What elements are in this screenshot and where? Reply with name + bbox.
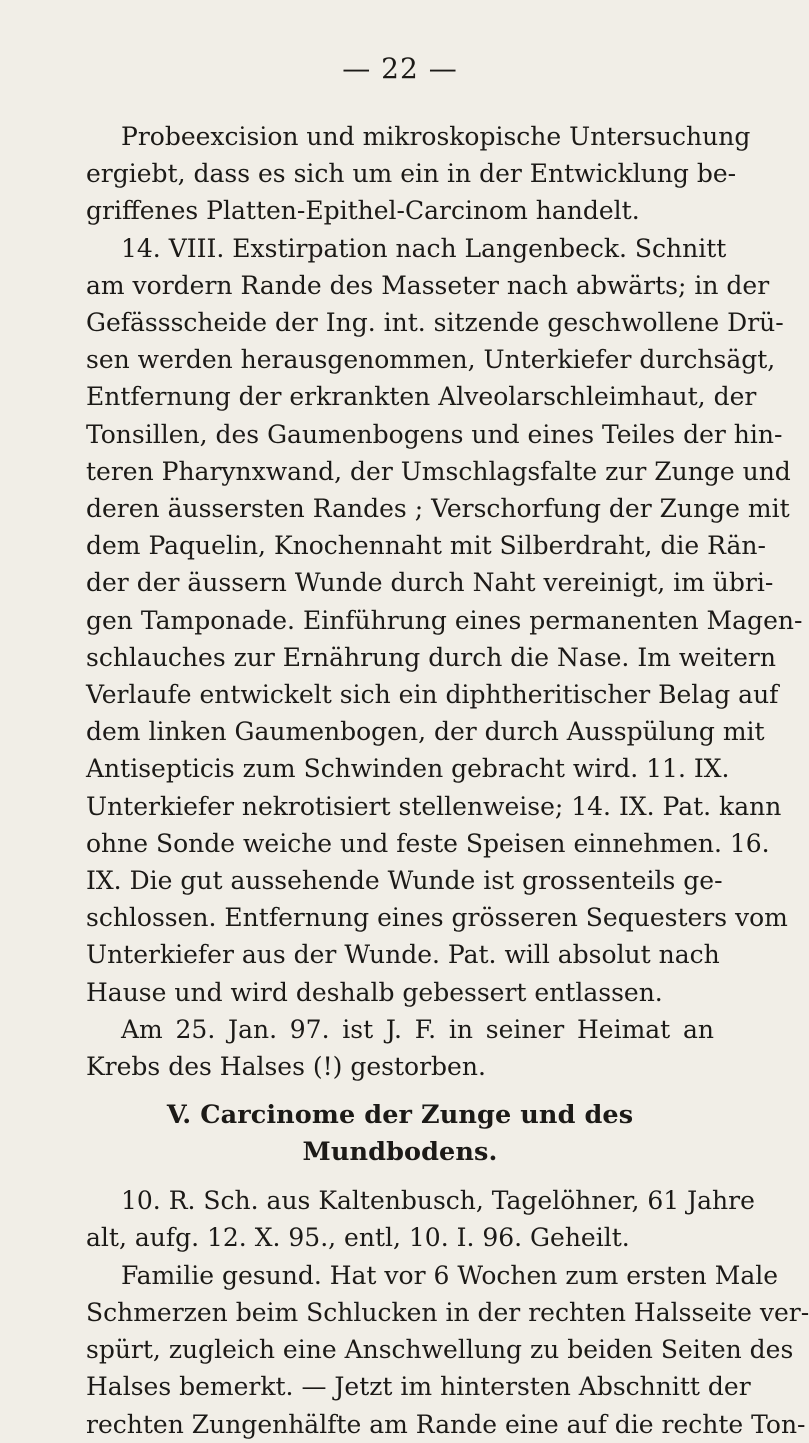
text-line: rechten Zungenhälfte am Rande eine auf die rechte Ton- bbox=[86, 1409, 806, 1439]
text-line: der der äussern Wunde durch Naht vereinigt, im übri- bbox=[86, 568, 774, 598]
text-line: ergiebt, dass es sich um ein in der Entwicklung be- bbox=[86, 159, 737, 189]
text-line: 10. R. Sch. aus Kaltenbusch, Tagelöhner, 61 Jahre bbox=[121, 1186, 755, 1216]
paragraph-case-header bbox=[86, 1182, 755, 1256]
paragraph-exstirpation bbox=[86, 230, 803, 1011]
text-line: Unterkiefer aus der Wunde. Pat. will absolut nach bbox=[86, 940, 720, 970]
paragraph-case-history bbox=[86, 1257, 809, 1443]
text-line: Probeexcision und mikroskopische Untersuchung bbox=[121, 122, 751, 151]
text-line: alt, aufg. 12. X. 95., entl, 10. I. 96. Geheilt. bbox=[86, 1223, 630, 1253]
paragraph-probeexcision bbox=[86, 118, 751, 230]
section-heading: V. Carcinome der Zunge und des Mundbodens. bbox=[166, 1100, 634, 1168]
text-line: Familie gesund. Hat vor 6 Wochen zum ersten Male bbox=[121, 1260, 779, 1290]
text-line: Hause und wird deshalb gebessert entlassen. bbox=[86, 977, 663, 1007]
text-line: Gefässscheide der Ing. int. sitzende geschwollene Drü- bbox=[86, 308, 784, 338]
text-line: teren Pharynxwand, der Umschlagsfalte zur Zunge und bbox=[86, 456, 791, 486]
text-line: spürt, zugleich eine Anschwellung zu beiden Seiten des bbox=[86, 1335, 794, 1365]
text-line: deren äussersten Randes ; Verschorfung der Zunge mit bbox=[86, 494, 790, 524]
text-line: Halses bemerkt. — Jetzt im hintersten Abschnitt der bbox=[86, 1372, 751, 1402]
text-line: Unterkiefer nekrotisiert stellenweise; 14. IX. Pat. kann bbox=[86, 791, 782, 821]
text-line: dem Paquelin, Knochennaht mit Silberdraht, die Rän- bbox=[86, 531, 766, 561]
text-line: IX. Die gut aussehende Wunde ist grossenteils ge- bbox=[86, 866, 723, 896]
text-line: Schmerzen beim Schlucken in der rechten Halsseite ver- bbox=[86, 1297, 809, 1327]
text-line: 14. VIII. Exstirpation nach Langenbeck. Schnitt bbox=[121, 233, 727, 263]
paragraph-death-note bbox=[86, 1011, 714, 1085]
text-line: griffenes Platten-Epithel-Carcinom handelt. bbox=[86, 196, 640, 226]
text-line: am vordern Rande des Masseter nach abwärts; in der bbox=[86, 270, 770, 300]
text-line: dem linken Gaumenbogen, der durch Ausspülung mit bbox=[86, 717, 765, 747]
text-line: Am 25. Jan. 97. ist J. F. in seiner Heimat an bbox=[121, 1014, 714, 1044]
text-line: schlauches zur Ernährung durch die Nase. Im weitern bbox=[86, 642, 776, 672]
text-line: ohne Sonde weiche und feste Speisen einnehmen. 16. bbox=[86, 828, 770, 858]
text-line: schlossen. Entfernung eines grösseren Sequesters vom bbox=[86, 903, 788, 933]
text-line: Tonsillen, des Gaumenbogens und eines Teiles der hin- bbox=[86, 419, 783, 449]
text-line: gen Tamponade. Einführung eines permanenten Magen- bbox=[86, 605, 803, 635]
body-text-after-section bbox=[86, 1182, 809, 1442]
body-text-before-section bbox=[86, 118, 803, 1085]
text-line: Antisepticis zum Schwinden gebracht wird. 11. IX. bbox=[86, 754, 730, 784]
text-line: Entfernung der erkrankten Alveolarschleimhaut, der bbox=[86, 382, 757, 412]
text-line: sen werden herausgenommen, Unterkiefer durchsägt, bbox=[86, 345, 776, 375]
text-line: Verlaufe entwickelt sich ein diphtheritischer Belag auf bbox=[86, 680, 779, 710]
text-line: Krebs des Halses (!) gestorben. bbox=[86, 1052, 486, 1082]
page-number: — 22 — bbox=[342, 52, 458, 85]
